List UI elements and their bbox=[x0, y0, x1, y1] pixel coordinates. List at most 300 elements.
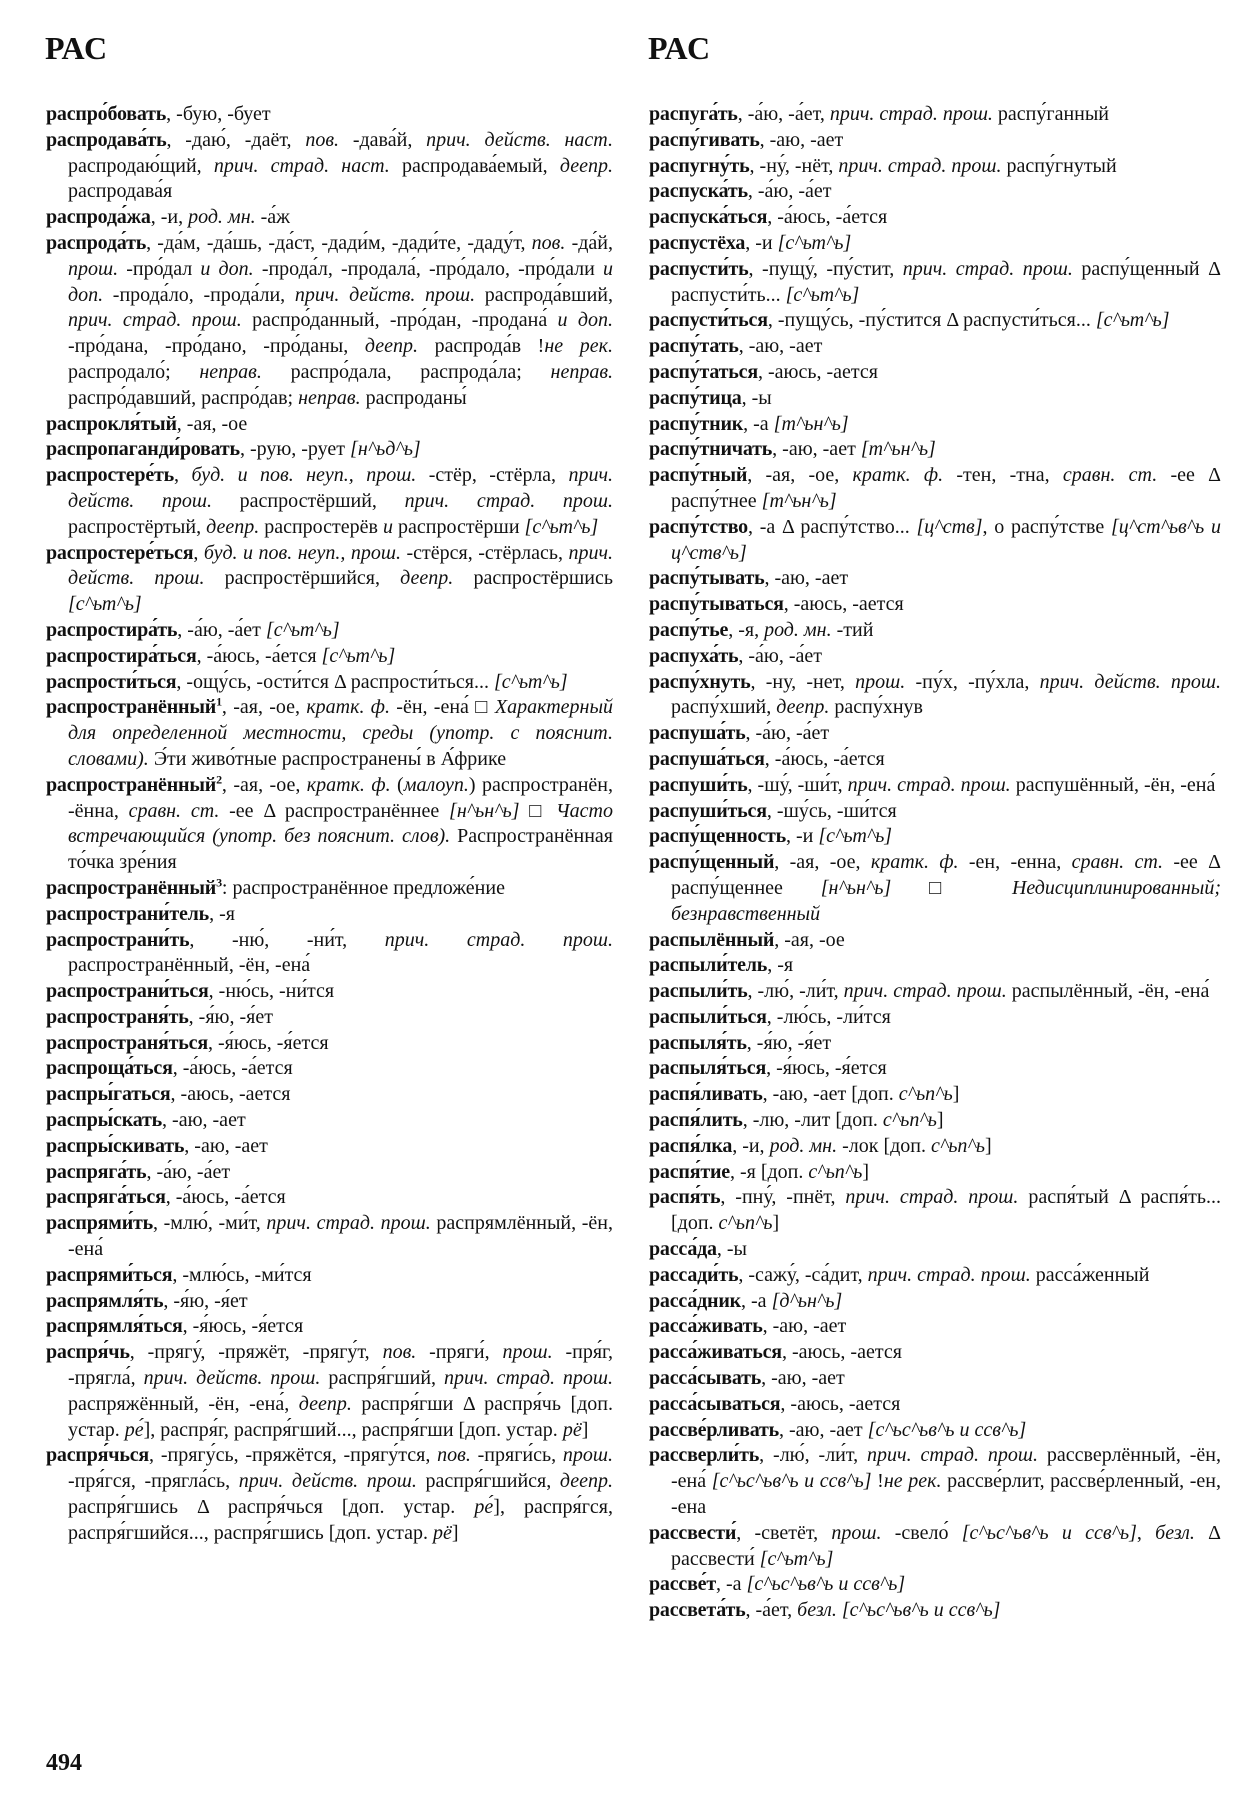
phonetic-note: [ц^ств] bbox=[916, 515, 983, 538]
dictionary-entry bbox=[649, 566, 1221, 592]
headword bbox=[649, 645, 738, 667]
headword-text: распу́тный bbox=[649, 464, 748, 487]
dictionary-entry bbox=[649, 773, 1221, 799]
headword bbox=[46, 1341, 130, 1363]
headword-text: распуша́ться bbox=[649, 747, 765, 770]
grammar-label: пов. bbox=[531, 231, 566, 254]
dictionary-entry bbox=[46, 1211, 613, 1263]
headword-text: распространённый bbox=[46, 876, 217, 899]
headword-text: распростере́ться bbox=[46, 541, 194, 564]
headword-text: распря́чь bbox=[46, 1341, 130, 1364]
dictionary-entry bbox=[46, 695, 613, 772]
phonetic-note: [с^ьт^ь] bbox=[265, 618, 340, 641]
entry-text: ] bbox=[862, 1160, 870, 1183]
dictionary-entry bbox=[649, 799, 1221, 825]
dictionary-entry bbox=[649, 360, 1221, 386]
dictionary-entry bbox=[46, 1108, 613, 1134]
grammar-label: прош. bbox=[855, 670, 906, 693]
headword bbox=[46, 1264, 172, 1286]
dictionary-entry bbox=[649, 1521, 1221, 1573]
entry-text: , -аю, -ает bbox=[738, 335, 823, 358]
entry-text: , -ая, -ое bbox=[176, 412, 248, 435]
homonym-number: 3 bbox=[216, 875, 222, 890]
headword-text: распродава́ть bbox=[46, 128, 167, 151]
phonetic-note: [с^ьт^ь] bbox=[524, 515, 599, 538]
entry-text: , -аю, -ает bbox=[162, 1109, 246, 1132]
phonetic-note: [с^ьт^ь] bbox=[321, 644, 396, 667]
headword bbox=[649, 1599, 746, 1621]
entry-text: , -ая, -ое, bbox=[747, 464, 853, 487]
headword bbox=[46, 1290, 163, 1312]
grammar-label: деепр. bbox=[298, 1392, 352, 1415]
headword bbox=[649, 1057, 766, 1079]
entry-text: распрямлённый, -ён, -ена́ bbox=[68, 1212, 614, 1261]
grammar-label: деепр. bbox=[206, 515, 260, 538]
headword bbox=[46, 103, 166, 125]
headword-text: распры́скивать bbox=[46, 1134, 185, 1157]
entry-text: , -я́ю, -я́ет bbox=[746, 1031, 832, 1054]
entry-text: -тен, -тна, bbox=[943, 464, 1063, 487]
entry-text: распростёртый, bbox=[68, 515, 207, 538]
entry-text: , о распу́тстве bbox=[982, 515, 1111, 538]
headword bbox=[46, 206, 151, 228]
grammar-label: прич. действ. прош. bbox=[68, 541, 614, 590]
headword bbox=[46, 1006, 189, 1028]
headword-text: распрокля́тый bbox=[46, 412, 177, 435]
entry-text: , -шу́, -ши́т, bbox=[747, 773, 848, 796]
entry-text: Δ рассвести́ bbox=[671, 1521, 1222, 1570]
grammar-label: ре́ bbox=[474, 1496, 494, 1519]
headword-text: распуга́ть bbox=[649, 103, 738, 125]
headword-text: распыля́ться bbox=[649, 1057, 767, 1080]
page-number: 494 bbox=[46, 1750, 82, 1776]
entry-text: -да́й, bbox=[565, 231, 613, 254]
headword bbox=[649, 335, 739, 357]
dictionary-entry bbox=[649, 128, 1221, 154]
dictionary-entry bbox=[46, 1082, 613, 1108]
entry-text: распу́ганный bbox=[992, 103, 1110, 125]
entry-text: , -рую, -рует bbox=[239, 438, 351, 461]
dictionary-entry bbox=[46, 1443, 613, 1546]
phonetic-note: [с^ьт^ь] bbox=[785, 283, 860, 306]
phonetic-note: [д^ьн^ь] bbox=[771, 1289, 843, 1312]
dictionary-entry bbox=[46, 876, 613, 902]
headword-text: распу́щенный bbox=[649, 851, 775, 874]
headword-text: распространя́ться bbox=[46, 1031, 208, 1054]
entry-text: , -ню́, -ни́т, bbox=[189, 928, 385, 951]
entry-text: распу́щенный Δ распусти́ть... bbox=[671, 257, 1221, 306]
grammar-label: Недисциплинированный; безнравственный bbox=[671, 876, 1221, 925]
dictionary-entry bbox=[46, 1340, 613, 1443]
headword bbox=[46, 619, 177, 641]
entry-text: ] bbox=[936, 1109, 944, 1132]
headword-text: распуха́ть bbox=[649, 644, 739, 667]
headword bbox=[46, 1212, 153, 1234]
dictionary-entry bbox=[649, 463, 1221, 515]
headword-text: распыля́ть bbox=[649, 1031, 747, 1054]
grammar-label: прош. bbox=[831, 1521, 882, 1544]
entry-text: распродава́я bbox=[68, 180, 173, 203]
phonetic-note: [с^ьт^ь] bbox=[777, 231, 852, 254]
entry-text: ] bbox=[984, 1134, 992, 1157]
dictionary-entry bbox=[46, 902, 613, 928]
entry-text: , -я́юсь, -я́ется bbox=[766, 1057, 887, 1080]
dictionary-entry bbox=[46, 979, 613, 1005]
dictionary-entry bbox=[649, 1418, 1221, 1444]
entry-text: , -а́ю, -а́ет bbox=[738, 644, 822, 667]
entry-text: , bbox=[193, 541, 204, 564]
dictionary-entry bbox=[46, 102, 613, 128]
grammar-label: прош. bbox=[562, 1444, 613, 1467]
entry-text: -дава́й, bbox=[339, 128, 427, 151]
dictionary-entry bbox=[46, 1134, 613, 1160]
entry-text: распушённый, -ён, -ена́ bbox=[1010, 773, 1216, 796]
dictionary-entry bbox=[649, 1392, 1221, 1418]
entry-text: распу́хнув bbox=[829, 696, 923, 719]
headword-text: распуска́ть bbox=[649, 180, 748, 203]
entry-text: ! bbox=[871, 1470, 884, 1493]
dictionary-entry bbox=[649, 1314, 1221, 1340]
entry-text: , -млю́сь, -ми́тся bbox=[172, 1263, 312, 1286]
headword-text: расса́живать bbox=[649, 1315, 763, 1338]
headword-text: распя́лка bbox=[649, 1134, 733, 1157]
grammar-label: прош. bbox=[68, 257, 119, 280]
headword-text: распя́ливать bbox=[649, 1083, 763, 1106]
headword-text: распроща́ться bbox=[46, 1057, 173, 1080]
headword-text: распу́гивать bbox=[649, 128, 760, 151]
headword-text: распрода́жа bbox=[46, 206, 151, 229]
headword bbox=[46, 671, 176, 693]
headword bbox=[649, 1367, 761, 1389]
headword-text: распылённый bbox=[649, 928, 775, 951]
entry-text: , -ощу́сь, -ости́тся Δ распрости́ться... bbox=[176, 670, 494, 693]
dictionary-entry bbox=[649, 231, 1221, 257]
dictionary-entry bbox=[649, 179, 1221, 205]
grammar-label: сравн. ст. bbox=[1071, 851, 1164, 874]
headword-text: распя́тие bbox=[649, 1160, 730, 1183]
phonetic-note: с^ьп^ь bbox=[898, 1083, 953, 1106]
dictionary-entry bbox=[649, 1031, 1221, 1057]
entry-text: , -я, bbox=[728, 618, 765, 641]
entry-text: □ bbox=[891, 876, 1012, 899]
headword-text: рассвести́ bbox=[649, 1521, 737, 1544]
grammar-label: прич. страд. прош. bbox=[838, 154, 1002, 177]
phonetic-note: с^ьп^ь bbox=[931, 1134, 985, 1157]
homonym-number: 2 bbox=[216, 772, 222, 787]
headword-text: распростере́ть bbox=[46, 464, 175, 487]
entry-text: распроданы́ bbox=[360, 386, 467, 409]
headword bbox=[649, 929, 774, 951]
headword bbox=[649, 1315, 763, 1337]
headword bbox=[46, 464, 174, 486]
entry-text: : распространённое предложе́ние bbox=[221, 876, 505, 899]
entry-text: , -аюсь, -ается bbox=[170, 1083, 291, 1106]
entry-text: распростёршийся, bbox=[204, 567, 401, 590]
entry-text: , -пну́, -пнёт, bbox=[720, 1186, 846, 1209]
headword-text: распу́тник bbox=[649, 412, 744, 435]
headword-text: распряга́ться bbox=[46, 1186, 166, 1209]
grammar-label: прич. действ. прош. bbox=[238, 1470, 417, 1493]
dictionary-entry bbox=[649, 1263, 1221, 1289]
entry-text: , -а́юсь, -а́ется bbox=[764, 747, 885, 770]
headword-text: распу́таться bbox=[649, 360, 758, 383]
dictionary-entry bbox=[649, 644, 1221, 670]
entry-text: распродало́; bbox=[68, 360, 200, 383]
headword bbox=[46, 877, 222, 899]
headword-text: рассверли́ть bbox=[649, 1444, 760, 1467]
dictionary-entry bbox=[649, 953, 1221, 979]
entry-text: Распространённая то́чка зре́ния bbox=[68, 825, 613, 874]
entry-text: , -я́ю, -я́ет bbox=[163, 1289, 248, 1312]
dictionary-column-left bbox=[46, 102, 613, 1547]
headword bbox=[46, 1109, 162, 1131]
headword-text: распрями́ться bbox=[46, 1263, 173, 1286]
entry-text: -прода́л, -продала́, -про́дало, -про́дали bbox=[253, 257, 603, 280]
grammar-label: и доп. bbox=[68, 257, 613, 306]
headword bbox=[649, 1161, 730, 1183]
headword bbox=[649, 1083, 763, 1105]
headword-text: распространённый bbox=[46, 773, 217, 796]
grammar-label: пов. bbox=[437, 1444, 471, 1467]
entry-text: -про́дана, -про́дано, -про́даны, bbox=[68, 335, 365, 358]
grammar-label: прич. страд. прош. bbox=[847, 773, 1011, 796]
entry-text: распродава́емый, bbox=[389, 154, 560, 177]
entry-text: ] bbox=[581, 1418, 589, 1441]
grammar-label: неправ. bbox=[199, 360, 262, 383]
entry-text: , -аю, -ает bbox=[762, 1315, 847, 1338]
headword bbox=[46, 1032, 208, 1054]
headword-text: распусти́ться bbox=[649, 309, 768, 332]
grammar-label: и доп. bbox=[200, 257, 254, 280]
headword bbox=[649, 180, 748, 202]
headword bbox=[649, 361, 758, 383]
headword bbox=[46, 1315, 183, 1337]
grammar-label: неправ. bbox=[550, 360, 613, 383]
grammar-label: деепр. bbox=[364, 335, 418, 358]
dictionary-entry bbox=[649, 205, 1221, 231]
grammar-label: прош. bbox=[502, 1341, 553, 1364]
headword bbox=[649, 464, 747, 486]
headword bbox=[649, 1109, 743, 1131]
entry-text: , -ая, -ое, bbox=[774, 851, 871, 874]
entry-text: распро́дала, распрода́ла; bbox=[261, 360, 551, 383]
headword-text: распуска́ться bbox=[649, 206, 768, 229]
headword-text: распу́тываться bbox=[649, 593, 784, 616]
dictionary-entry bbox=[649, 1572, 1221, 1598]
entry-text: , -аю, -ает bbox=[779, 1418, 868, 1441]
dictionary-entry bbox=[649, 1160, 1221, 1186]
phonetic-note: [с^ьт^ь] bbox=[818, 825, 893, 848]
entry-text: распростёрший, bbox=[212, 489, 405, 512]
headword bbox=[649, 413, 743, 435]
grammar-label: безл. bbox=[797, 1599, 837, 1622]
entry-text: -лок [доп. bbox=[837, 1134, 932, 1157]
dictionary-column-right bbox=[649, 102, 1221, 1624]
phonetic-note: [т^ьн^ь] bbox=[860, 438, 936, 461]
headword bbox=[649, 851, 774, 873]
entry-text: , -а́ю, -а́ет bbox=[177, 618, 266, 641]
headword-text: распу́тица bbox=[649, 386, 742, 409]
entry-text: , -да́м, -да́шь, -да́ст, -дади́м, -дади́те, -даду́т, bbox=[146, 231, 532, 254]
entry-text: , -лю́, -ли́т, bbox=[747, 980, 844, 1003]
headword-text: распростира́ть bbox=[46, 618, 178, 641]
phonetic-note: [т^ьн^ь] bbox=[761, 489, 837, 512]
grammar-label: прич. действ. наст. bbox=[426, 128, 613, 151]
grammar-label: рё bbox=[432, 1521, 452, 1544]
entry-text: -ён, -ена́ □ bbox=[389, 696, 495, 719]
headword bbox=[649, 671, 750, 693]
running-head-right: РАС bbox=[648, 30, 712, 66]
grammar-label: сравн. ст. bbox=[1062, 464, 1158, 487]
dictionary-entry bbox=[649, 1108, 1221, 1134]
entry-text: -ен, -енна, bbox=[958, 851, 1072, 874]
phonetic-note: [с^ьт^ь] bbox=[1095, 309, 1170, 332]
dictionary-entry bbox=[649, 1443, 1221, 1520]
grammar-label: прич. страд. прош. bbox=[68, 309, 242, 332]
phonetic-note: [ц^ст^ьв^ь и ц^ств^ь] bbox=[671, 515, 1221, 564]
headword bbox=[649, 1573, 716, 1595]
headword bbox=[649, 438, 772, 460]
headword bbox=[649, 1444, 759, 1466]
headword-text: распуши́ть bbox=[649, 773, 748, 796]
entry-text: -тий bbox=[831, 618, 874, 641]
dictionary-entry bbox=[46, 205, 613, 231]
grammar-label: род. мн. bbox=[769, 1134, 838, 1157]
entry-text: распря́гши Δ распря́чь [доп. устар. bbox=[68, 1392, 613, 1441]
headword-text: распу́тывать bbox=[649, 567, 765, 590]
dictionary-entry bbox=[649, 592, 1221, 618]
entry-text: , -ы bbox=[741, 386, 772, 409]
entry-text: расса́женный bbox=[1030, 1263, 1150, 1286]
headword-text: распу́щенность bbox=[649, 825, 787, 848]
dictionary-entry bbox=[649, 1185, 1221, 1237]
entry-text: распря́гшийся, bbox=[416, 1470, 560, 1493]
headword-text: распры́скать bbox=[46, 1109, 163, 1132]
headword bbox=[649, 1238, 717, 1260]
dictionary-entry bbox=[649, 1005, 1221, 1031]
entry-text: -стёрся, -стёрлась, bbox=[401, 541, 569, 564]
headword-text: рассади́ть bbox=[649, 1263, 739, 1286]
headword bbox=[649, 1290, 741, 1312]
entry-text: -пряги́сь, bbox=[470, 1444, 563, 1467]
entry-text: , -аюсь, -ается bbox=[780, 1392, 901, 1415]
grammar-label: прич. страд. прош. bbox=[902, 257, 1073, 280]
headword-text: распрости́ться bbox=[46, 670, 177, 693]
entry-text: , -а́ю, -а́ет bbox=[745, 722, 830, 745]
headword bbox=[649, 1341, 782, 1363]
grammar-label: безл. bbox=[1155, 1521, 1195, 1544]
entry-text: -пря́гся, -прягла́сь, bbox=[68, 1470, 239, 1493]
entry-text: ( bbox=[390, 773, 404, 796]
entry-text: , -шу́сь, -ши́тся bbox=[766, 799, 897, 822]
dictionary-entry bbox=[649, 437, 1221, 463]
headword-text: распространи́ть bbox=[46, 928, 190, 951]
headword-text: расса́живаться bbox=[649, 1341, 782, 1364]
entry-text: распродаю́щий, bbox=[68, 154, 214, 177]
headword bbox=[46, 696, 222, 718]
headword bbox=[46, 1161, 146, 1183]
headword-text: рассве́рливать bbox=[649, 1418, 780, 1441]
headword bbox=[649, 1135, 732, 1157]
dictionary-entry bbox=[649, 1082, 1221, 1108]
phonetic-note: с^ьп^ь bbox=[882, 1109, 937, 1132]
grammar-label: деепр. bbox=[776, 696, 830, 719]
headword bbox=[649, 954, 767, 976]
grammar-label: прич. страд. прош. bbox=[266, 1212, 431, 1235]
dictionary-entry bbox=[46, 412, 613, 438]
entry-text: , -аю, -ает [доп. bbox=[762, 1083, 899, 1106]
headword bbox=[46, 929, 189, 951]
dictionary-entry bbox=[46, 1185, 613, 1211]
headword bbox=[649, 593, 784, 615]
entry-text: распростёршись bbox=[453, 567, 613, 590]
dictionary-entry bbox=[46, 541, 613, 618]
grammar-label: деепр. bbox=[559, 154, 614, 177]
dictionary-entry bbox=[649, 721, 1221, 747]
entry-text: распростёрши bbox=[392, 515, 525, 538]
grammar-label: кратк. ф. bbox=[306, 773, 391, 796]
dictionary-entry bbox=[649, 618, 1221, 644]
headword-text: распусти́ть bbox=[649, 257, 749, 280]
headword-text: распу́тничать bbox=[649, 438, 773, 461]
headword bbox=[46, 1057, 173, 1079]
dictionary-entry bbox=[649, 670, 1221, 722]
headword-text: распу́тать bbox=[649, 335, 739, 358]
entry-text: , -и bbox=[745, 231, 778, 254]
grammar-label: прич. страд. прош. bbox=[829, 103, 993, 125]
entry-text: распрода́вший, bbox=[475, 283, 613, 306]
entry-text: , -аю, -ает bbox=[764, 567, 849, 590]
headword-text: расса́дник bbox=[649, 1289, 742, 1312]
entry-text: Э́ти живо́тные распространены́ в А́фрике bbox=[148, 747, 507, 770]
entry-text: , -а Δ распу́тство... bbox=[747, 515, 917, 538]
entry-text: -пряги́, bbox=[416, 1341, 503, 1364]
dictionary-entry bbox=[649, 979, 1221, 1005]
entry-text: -пу́х, -пу́хла, bbox=[905, 670, 1040, 693]
phonetic-note: [с^ьс^ьв^ь и сcв^ь] bbox=[841, 1599, 1001, 1622]
headword-text: распрода́ть bbox=[46, 231, 147, 254]
dictionary-entry bbox=[46, 1160, 613, 1186]
grammar-label: Часто встречающийся (употр. без пояснит. слов). bbox=[68, 799, 613, 848]
dictionary-entry bbox=[46, 1314, 613, 1340]
entry-text: , -даю́, -даёт, bbox=[166, 128, 306, 151]
dictionary-entry bbox=[649, 386, 1221, 412]
headword bbox=[46, 413, 177, 435]
phonetic-note: с^ьп^ь bbox=[808, 1160, 863, 1183]
phonetic-note: [с^ьс^ьв^ь и сcв^ь] bbox=[711, 1470, 872, 1493]
headword bbox=[46, 903, 209, 925]
grammar-label: не рек. bbox=[883, 1470, 942, 1493]
entry-text: , -аюсь, -ается bbox=[783, 593, 904, 616]
entry-text: рассве́рлит, рассве́рленный, -ен, -ена bbox=[671, 1470, 1221, 1519]
entry-text: , -а bbox=[741, 1289, 772, 1312]
entry-text: , -а́ю, -а́ет bbox=[747, 180, 832, 203]
entry-text: , -аю, -ает bbox=[759, 128, 844, 151]
headword bbox=[46, 1186, 166, 1208]
homonym-number: 1 bbox=[216, 694, 222, 709]
entry-text: распростерёв bbox=[259, 515, 383, 538]
headword-text: распряга́ть bbox=[46, 1160, 147, 1183]
grammar-label: прич. действ. прош. bbox=[1039, 670, 1221, 693]
grammar-label: прич. действ. прош. bbox=[294, 283, 476, 306]
dictionary-entry bbox=[649, 412, 1221, 438]
headword-text: распустёха bbox=[649, 231, 746, 254]
grammar-label: кратк. ф. bbox=[852, 464, 944, 487]
entry-text: -ее Δ распу́щеннее bbox=[671, 851, 1221, 899]
entry-text: , -аю, -ает bbox=[761, 1367, 845, 1390]
headword bbox=[46, 1083, 171, 1105]
headword bbox=[649, 722, 746, 744]
